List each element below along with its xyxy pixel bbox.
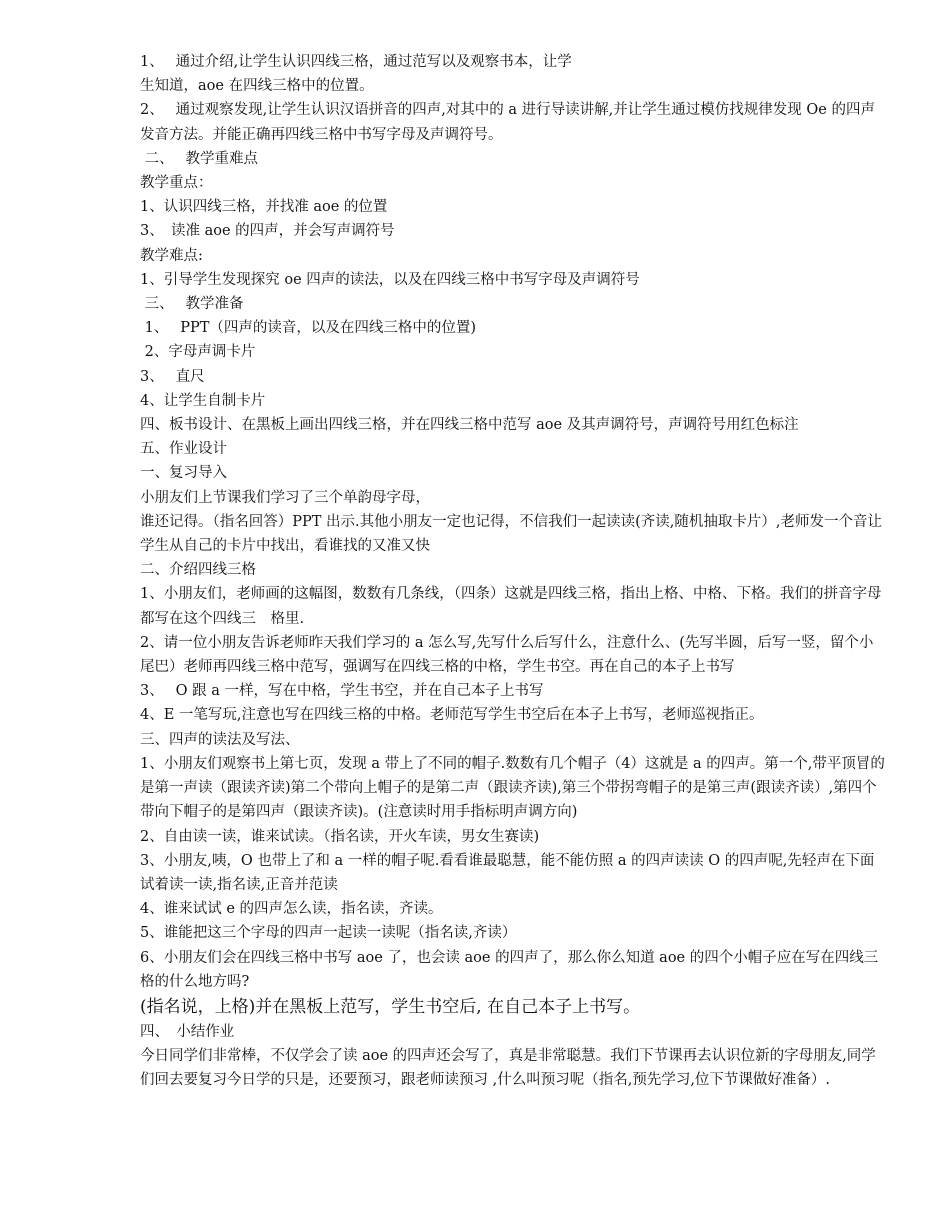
subheading-key-points: 教学重点： (140, 175, 213, 192)
summary-paragraph: 今日同学们非常棒，不仅学会了读 aoe 的四声还会写了，真是非常聪慧。我们下节课再去认识位新的字母朋友,同学们回去要复习今日学的只是，还要预习，跟老师读预习 ,什么叫预习呢（指名,预先学习,位下节课做好准备）. (140, 1048, 876, 1089)
tones-step-4: 4、谁来试试 e 的四声怎么读，指名读，齐读。 (140, 901, 443, 918)
four-lines-step-1: 1、小朋友们，老师画的这幅图，数数有几条线，（四条）这就是四线三格，指出上格、中格、下格。我们的拼音字母都写在这个四线三 格里. (140, 586, 882, 627)
tones-step-2: 2、自由读一读，谁来试读。（指名读，开火车读，男女生赛读) (140, 828, 540, 845)
paragraph-objective-2: 2、 通过观察发现,让学生认识汉语拼音的四声,对其中的 a 进行导读讲解,并让学生通过模仿找规律发现 Oe 的四声发音方法。并能正确再四线三格中书写字母及声调符号。 (140, 102, 875, 143)
tones-step-6-followup: (指名说，上格)并在黑板上范写，学生书空后, 在自己本子上书写。 (140, 996, 641, 1017)
section-board-design: 四、板书设计、在黑板上画出四线三格，并在四线三格中范写 aoe 及其声调符号，声调符号用红色标注 (140, 417, 799, 434)
difficulty-1: 1、引导学生发现探究 oe 四声的读法，以及在四线三格中书写字母及声调符号 (140, 271, 640, 288)
review-line-2: 谁还记得。（指名回答）PPT 出示.其他小朋友一定也记得，不信我们一起读读(齐读,随机抽取卡片）,老师发一个音让学生从自己的卡片中找出，看谁找的又准又快 (140, 513, 883, 555)
section-heading-preparation: 三、 教学准备 (140, 296, 244, 313)
subheading-summary: 四、 小结作业 (140, 1023, 235, 1040)
key-point-3: 3、 读准 aoe 的四声，并会写声调符号 (140, 223, 395, 240)
preparation-3: 3、 直尺 (140, 368, 205, 385)
paragraph-objective-1b: 生知道，aoe 在四线三格中的位置。 (140, 78, 374, 95)
preparation-2: 2、字母声调卡片 (140, 344, 256, 361)
four-lines-step-4: 4、E 一笔写玩,注意也写在四线三格的中格。老师范写学生书空后在本子上书写，老师巡视指正。 (140, 707, 764, 724)
preparation-4: 4、让学生自制卡片 (140, 392, 266, 409)
tones-step-6: 6、小朋友们会在四线三格中书写 aoe 了，也会读 aoe 的四声了，那么你么知道 aoe 的四个小帽子应在写在四线三格的什么地方吗? (140, 949, 879, 990)
preparation-1: 1、 PPT（四声的读音，以及在四线三格中的位置) (140, 320, 477, 337)
tones-step-5: 5、谁能把这三个字母的四声一起读一读呢（指名读,齐读） (140, 925, 517, 942)
subheading-four-tones: 三、四声的读法及写法、 (140, 731, 300, 748)
section-heading-key-points: 二、 教学重难点 (140, 150, 258, 167)
four-lines-step-3: 3、 O 跟 a 一样，写在中格，学生书空，并在自己本子上书写 (140, 683, 544, 700)
tones-step-1: 1、小朋友们观察书上第七页，发现 a 带上了不同的帽子.数数有几个帽子（4）这就是 a 的四声。第一个,带平顶冒的是第一声读（跟读齐读)第二个带向上帽子的是第二声（跟读齐读),第三个带拐弯帽子的是第三声(跟读齐读）,第四个带向下帽子的是第四声（跟读齐读)。(注意读时用手指标明声调方向) (140, 755, 885, 821)
subheading-four-lines: 二、介绍四线三格 (140, 562, 256, 579)
review-line-1: 小朋友们上节课我们学习了三个单韵母字母， (140, 489, 430, 506)
section-homework-design: 五、作业设计 (140, 441, 227, 458)
subheading-review: 一、复习导入 (140, 465, 227, 482)
four-lines-step-2: 2、请一位小朋友告诉老师昨天我们学习的 a 怎么写,先写什么后写什么，注意什么、(先写半圆，后写一竖，留个小尾巴）老师再四线三格中范写，强调写在四线三格的中格，学生书空。再在自己的本子上书写 (140, 634, 874, 676)
tones-step-3: 3、小朋友,咦，O 也带上了和 a 一样的帽子呢.看看谁最聪慧，能不能仿照 a 的四声读读 O 的四声呢,先轻声在下面试着读一读,指名读,正音并范读 (140, 852, 875, 893)
key-point-1: 1、认识四线三格，并找准 aoe 的位置 (140, 199, 388, 216)
subheading-difficulties: 教学难点: (140, 247, 203, 264)
document-body (140, 50, 885, 1093)
paragraph-objective-1a: 1、 通过介绍,让学生认识四线三格，通过范写以及观察书本，让学 (140, 54, 572, 70)
